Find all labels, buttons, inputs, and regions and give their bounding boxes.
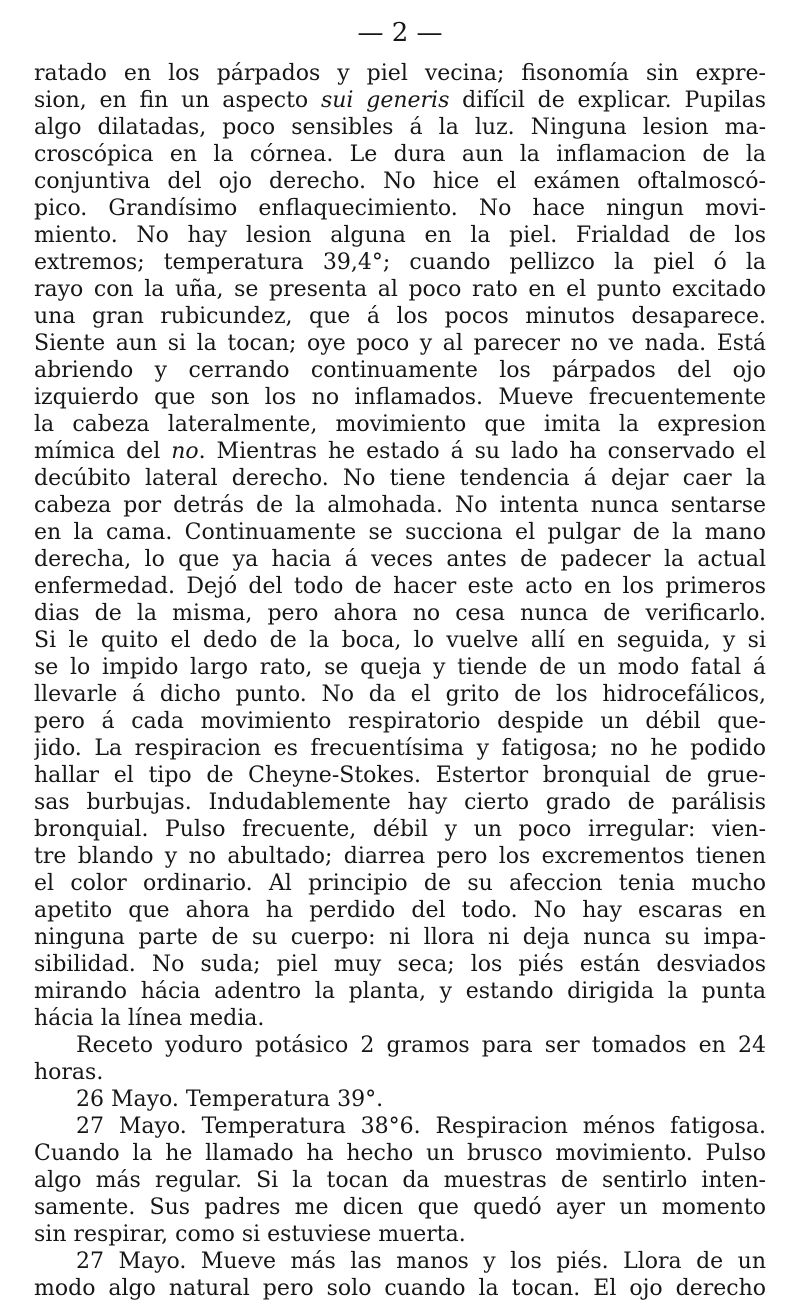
- text-line: algo más regular. Si la tocan da muestras de sentirlo inten-: [34, 1168, 766, 1193]
- text-line: 26 Mayo. Temperatura 39°.: [76, 1087, 384, 1112]
- text-line: pero á cada movimiento respiratorio despide un débil que-: [34, 709, 766, 734]
- text-line: en la cama. Continuamente se succiona el pulgar de la mano: [34, 520, 766, 545]
- text-line: bronquial. Pulso frecuente, débil y un poco irregular: vien-: [34, 817, 766, 842]
- text-line: Siente aun si la tocan; oye poco y al parecer no ve nada. Está: [34, 331, 766, 356]
- text-line: ratado en los párpados y piel vecina; fisonomía sin expre-: [34, 61, 766, 86]
- text-line: una gran rubicundez, que á los pocos minutos desaparece.: [34, 304, 766, 329]
- text-line: miento. No hay lesion alguna en la piel. Frialdad de los: [34, 223, 766, 248]
- paragraph-may-27-second: [34, 1248, 766, 1302]
- text-line: apetito que ahora ha perdido del todo. No hay escaras en: [34, 898, 766, 923]
- text-line: 27 Mayo. Temperatura 38°6. Respiracion ménos fatigosa.: [76, 1114, 766, 1139]
- text-line: sion, en fin un aspecto sui generis difícil de explicar. Pupilas: [34, 88, 766, 113]
- text-line: jido. La respiracion es frecuentísima y fatigosa; no he podido: [34, 736, 766, 761]
- text-line: algo dilatadas, poco sensibles á la luz. Ninguna lesion ma-: [34, 115, 766, 140]
- text-line: pico. Grandísimo enflaquecimiento. No hace ningun movi-: [34, 196, 766, 221]
- page-number: — 2 —: [357, 18, 443, 48]
- text-line: horas.: [34, 1060, 104, 1085]
- text-line: cabeza por detrás de la almohada. No intenta nunca sentarse: [34, 493, 766, 518]
- paragraph-clinical-exam: [34, 60, 766, 1032]
- text-line: modo algo natural pero solo cuando la tocan. El ojo derecho: [34, 1276, 766, 1301]
- paragraph-prescription: [34, 1032, 766, 1086]
- text-line: Si le quito el dedo de la boca, lo vuelve allí en seguida, y si: [34, 628, 766, 653]
- text-line: rayo con la uña, se presenta al poco rato en el punto excitado: [34, 277, 766, 302]
- text-line: sibilidad. No suda; piel muy seca; los piés están desviados: [34, 952, 766, 977]
- text-line: croscópica en la córnea. Le dura aun la inflamacion de la: [34, 142, 766, 167]
- text-line: llevarle á dicho punto. No da el grito de los hidrocefálicos,: [34, 682, 766, 707]
- text-line: samente. Sus padres me dicen que quedó ayer un momento: [34, 1195, 766, 1220]
- text-line: mímica del no. Mientras he estado á su lado ha conservado el: [34, 439, 766, 464]
- paragraph-may-27-first: [34, 1113, 766, 1248]
- text-line: 27 Mayo. Mueve más las manos y los piés. Llora de un: [76, 1249, 766, 1274]
- text-line: sin respirar, como si estuviese muerta.: [34, 1222, 466, 1247]
- text-line: la cabeza lateralmente, movimiento que imita la expresion: [34, 412, 766, 437]
- text-line: tre blando y no abultado; diarrea pero los excrementos tienen: [34, 844, 766, 869]
- text-line: enfermedad. Dejó del todo de hacer este acto en los primeros: [34, 574, 766, 599]
- text-line: extremos; temperatura 39,4°; cuando pellizco la piel ó la: [34, 250, 766, 275]
- text-line: izquierdo que son los no inflamados. Mueve frecuentemente: [34, 385, 766, 410]
- text-line: se lo impido largo rato, se queja y tiende de un modo fatal á: [34, 655, 766, 680]
- paragraph-may-26: [34, 1086, 766, 1113]
- text-line: hallar el tipo de Cheyne-Stokes. Estertor bronquial de grue-: [34, 763, 766, 788]
- text-line: mirando hácia adentro la planta, y estando dirigida la punta: [34, 979, 766, 1004]
- text-line: hácia la línea media.: [34, 1006, 265, 1031]
- text-line: abriendo y cerrando continuamente los párpados del ojo: [34, 358, 766, 383]
- text-line: el color ordinario. Al principio de su afeccion tenia mucho: [34, 871, 766, 896]
- text-line: derecha, lo que ya hacia á veces antes de padecer la actual: [34, 547, 766, 572]
- text-line: decúbito lateral derecho. No tiene tendencia á dejar caer la: [34, 466, 766, 491]
- text-line: dias de la misma, pero ahora no cesa nunca de verificarlo.: [34, 601, 766, 626]
- text-line: Cuando la he llamado ha hecho un brusco movimiento. Pulso: [34, 1141, 766, 1166]
- body-text: [34, 60, 766, 1302]
- text-line: sas burbujas. Indudablemente hay cierto grado de parálisis: [34, 790, 766, 815]
- text-line: Receto yoduro potásico 2 gramos para ser tomados en 24: [76, 1033, 766, 1058]
- text-line: ninguna parte de su cuerpo: ni llora ni deja nunca su impa-: [34, 925, 766, 950]
- text-line: conjuntiva del ojo derecho. No hice el exámen oftalmoscó-: [34, 169, 766, 194]
